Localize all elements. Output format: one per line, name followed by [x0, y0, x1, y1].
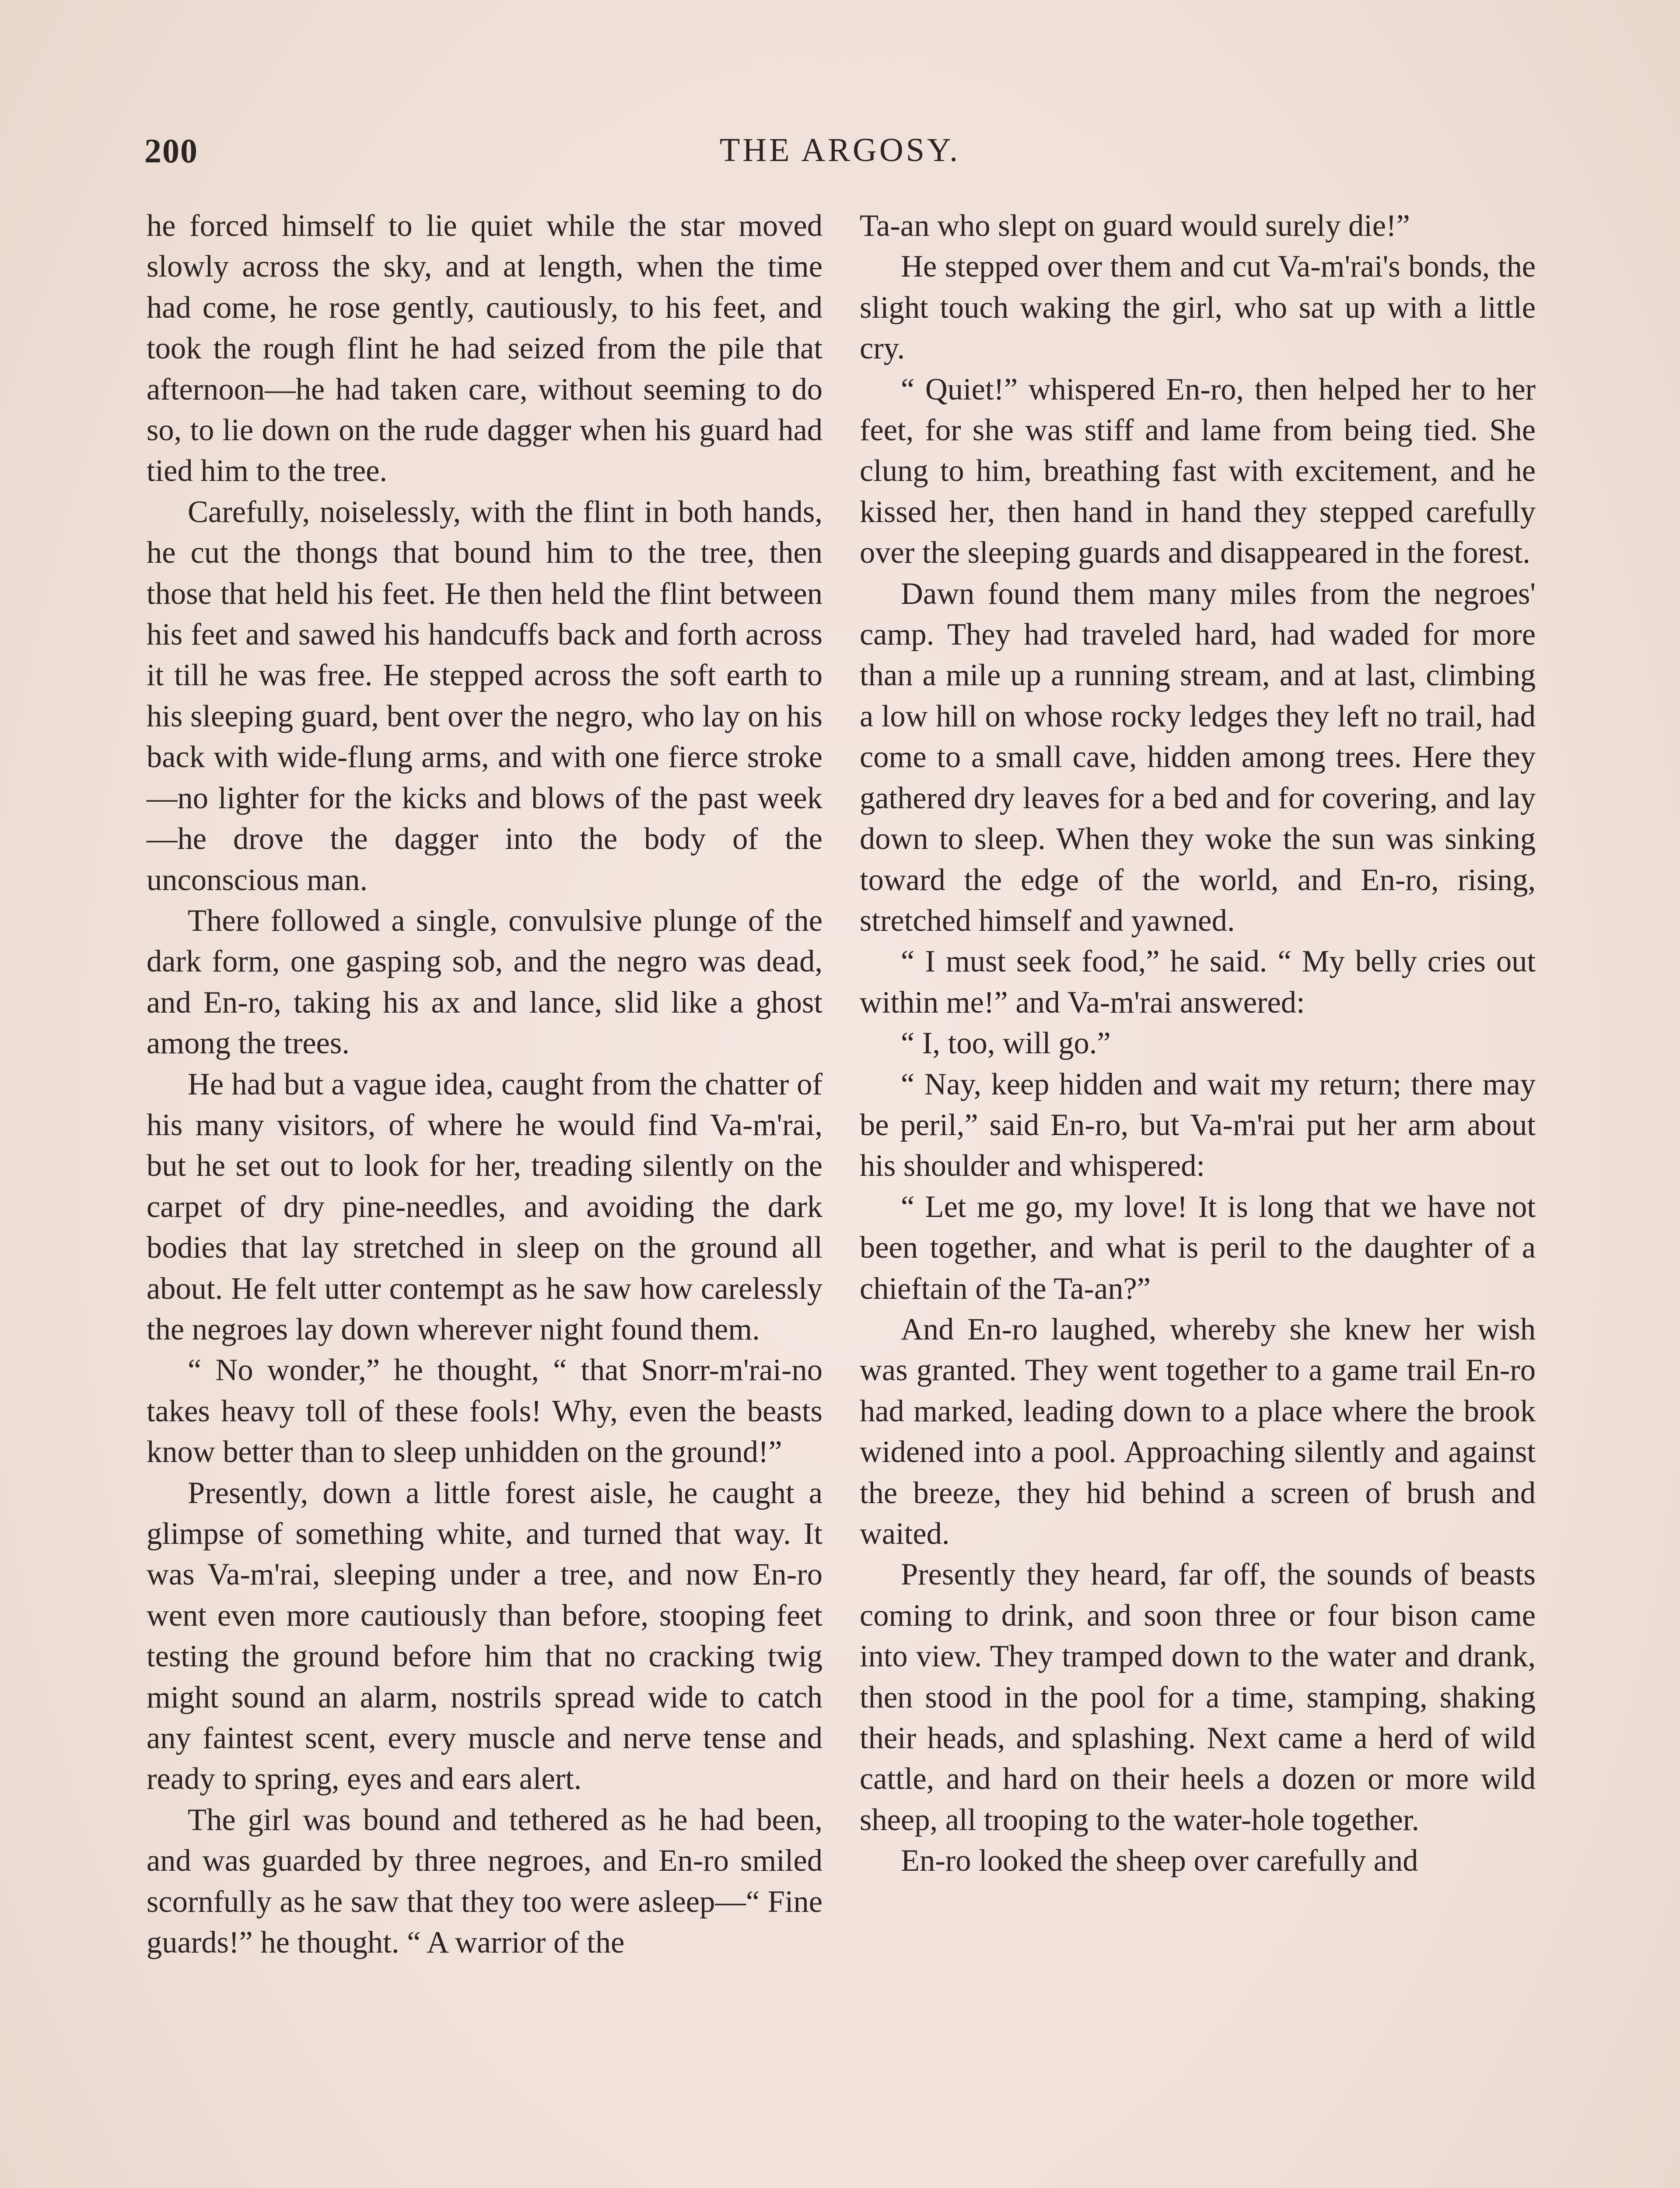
running-title: THE ARGOSY.: [719, 132, 961, 168]
left-column: [147, 206, 822, 1963]
paragraph: Ta-an who slept on guard would surely die!”: [860, 209, 1410, 243]
paragraph: he forced himself to lie quiet while the star moved slowly across the sky, and at length, when the time had come, he rose gently, cautiously, to his feet, and took the rough flint he had seized from the pile that afternoon—he had taken care, without seeming to do so, to lie down on the rude dagger when his guard had tied him to the tree.: [147, 209, 822, 488]
page-header: [144, 131, 1536, 184]
paragraph: He stepped over them and cut Va-m'rai's bonds, the slight touch waking the girl, who sat up with a little cry.: [860, 249, 1536, 366]
paragraph: He had but a vague idea, caught from the chatter of his many visitors, of where he would find Va-m'rai, but he set out to look for her, treading silently on the carpet of dry pine-needles, and avoiding the dark bodies that lay stretched in sleep on the ground all about. He felt utter contempt as he saw how carelessly the negroes lay down wherever night found them.: [147, 1067, 822, 1346]
page-number: 200: [144, 132, 198, 170]
right-column: [860, 206, 1536, 1882]
paragraph: Presently they heard, far off, the sounds of beasts coming to drink, and soon three or four bison came into view. They tramped down to the water and drank, then stood in the pool for a time, stamping, shaking their heads, and splashing. Next came a herd of wild cattle, and hard on their heels a dozen or more wild sheep, all trooping to the water-hole together.: [860, 1557, 1536, 1837]
paragraph: “ No wonder,” he thought, “ that Snorr-m'rai-no takes heavy toll of these fools! Why, even the beasts know better than to sleep unhidden on the ground!”: [147, 1353, 822, 1469]
paragraph: “ Nay, keep hidden and wait my return; there may be peril,” said En-ro, but Va-m'rai put her arm about his shoulder and whispered:: [860, 1067, 1536, 1183]
paragraph: “ I, too, will go.”: [901, 1026, 1111, 1061]
paragraph: “ Let me go, my love! It is long that we have not been together, and what is peril to the daughter of a chieftain of the Ta-an?”: [860, 1189, 1536, 1306]
paragraph: En-ro looked the sheep over carefully and: [901, 1844, 1418, 1878]
paragraph: There followed a single, convulsive plunge of the dark form, one gasping sob, and the negro was dead, and En-ro, taking his ax and lance, slid like a ghost among the trees.: [147, 903, 822, 1061]
paragraph: Presently, down a little forest aisle, he caught a glimpse of something white, and turned that way. It was Va-m'rai, sleeping under a tree, and now En-ro went even more cautiously than before, stooping feet testing the ground before him that no cracking twig might sound an alarm, nostrils spread wide to catch any faintest scent, every muscle and nerve tense and ready to spring, eyes and ears alert.: [147, 1476, 822, 1796]
paragraph: “ I must seek food,” he said. “ My belly cries out within me!” and Va-m'rai answered:: [860, 944, 1536, 1020]
paragraph: The girl was bound and tethered as he had been, and was guarded by three negroes, and En-ro smiled scornfully as he saw that they too were asleep—“ Fine guards!” he thought. “ A warrior of the: [147, 1802, 822, 1960]
paragraph: And En-ro laughed, whereby she knew her wish was granted. They went together to a game trail En-ro had marked, leading down to a place where the brook widened into a pool. Approaching silently and against the breeze, they hid behind a screen of brush and waited.: [860, 1312, 1536, 1551]
paragraph: “ Quiet!” whispered En-ro, then helped her to her feet, for she was stiff and lame from being tied. She clung to him, breathing fast with excitement, and he kissed her, then hand in hand they stepped carefully over the sleeping guards and disappeared in the forest.: [860, 372, 1536, 570]
paragraph: Carefully, noiselessly, with the flint in both hands, he cut the thongs that bound him to the tree, then those that held his feet. He then held the flint between his feet and sawed his handcuffs back and forth across it till he was free. He stepped across the soft earth to his sleeping guard, bent over the negro, who lay on his back with wide-flung arms, and with one fierce stroke—no lighter for the kicks and blows of the past week—he drove the dagger into the body of the unconscious man.: [147, 494, 822, 897]
paragraph: Dawn found them many miles from the negroes' camp. They had traveled hard, had waded for more than a mile up a running stream, and at last, climbing a low hill on whose rocky ledges they left no trail, had come to a small cave, hidden among trees. Here they gathered dry leaves for a bed and for covering, and lay down to sleep. When they woke the sun was sinking toward the edge of the world, and En-ro, rising, stretched himself and yawned.: [860, 576, 1536, 938]
